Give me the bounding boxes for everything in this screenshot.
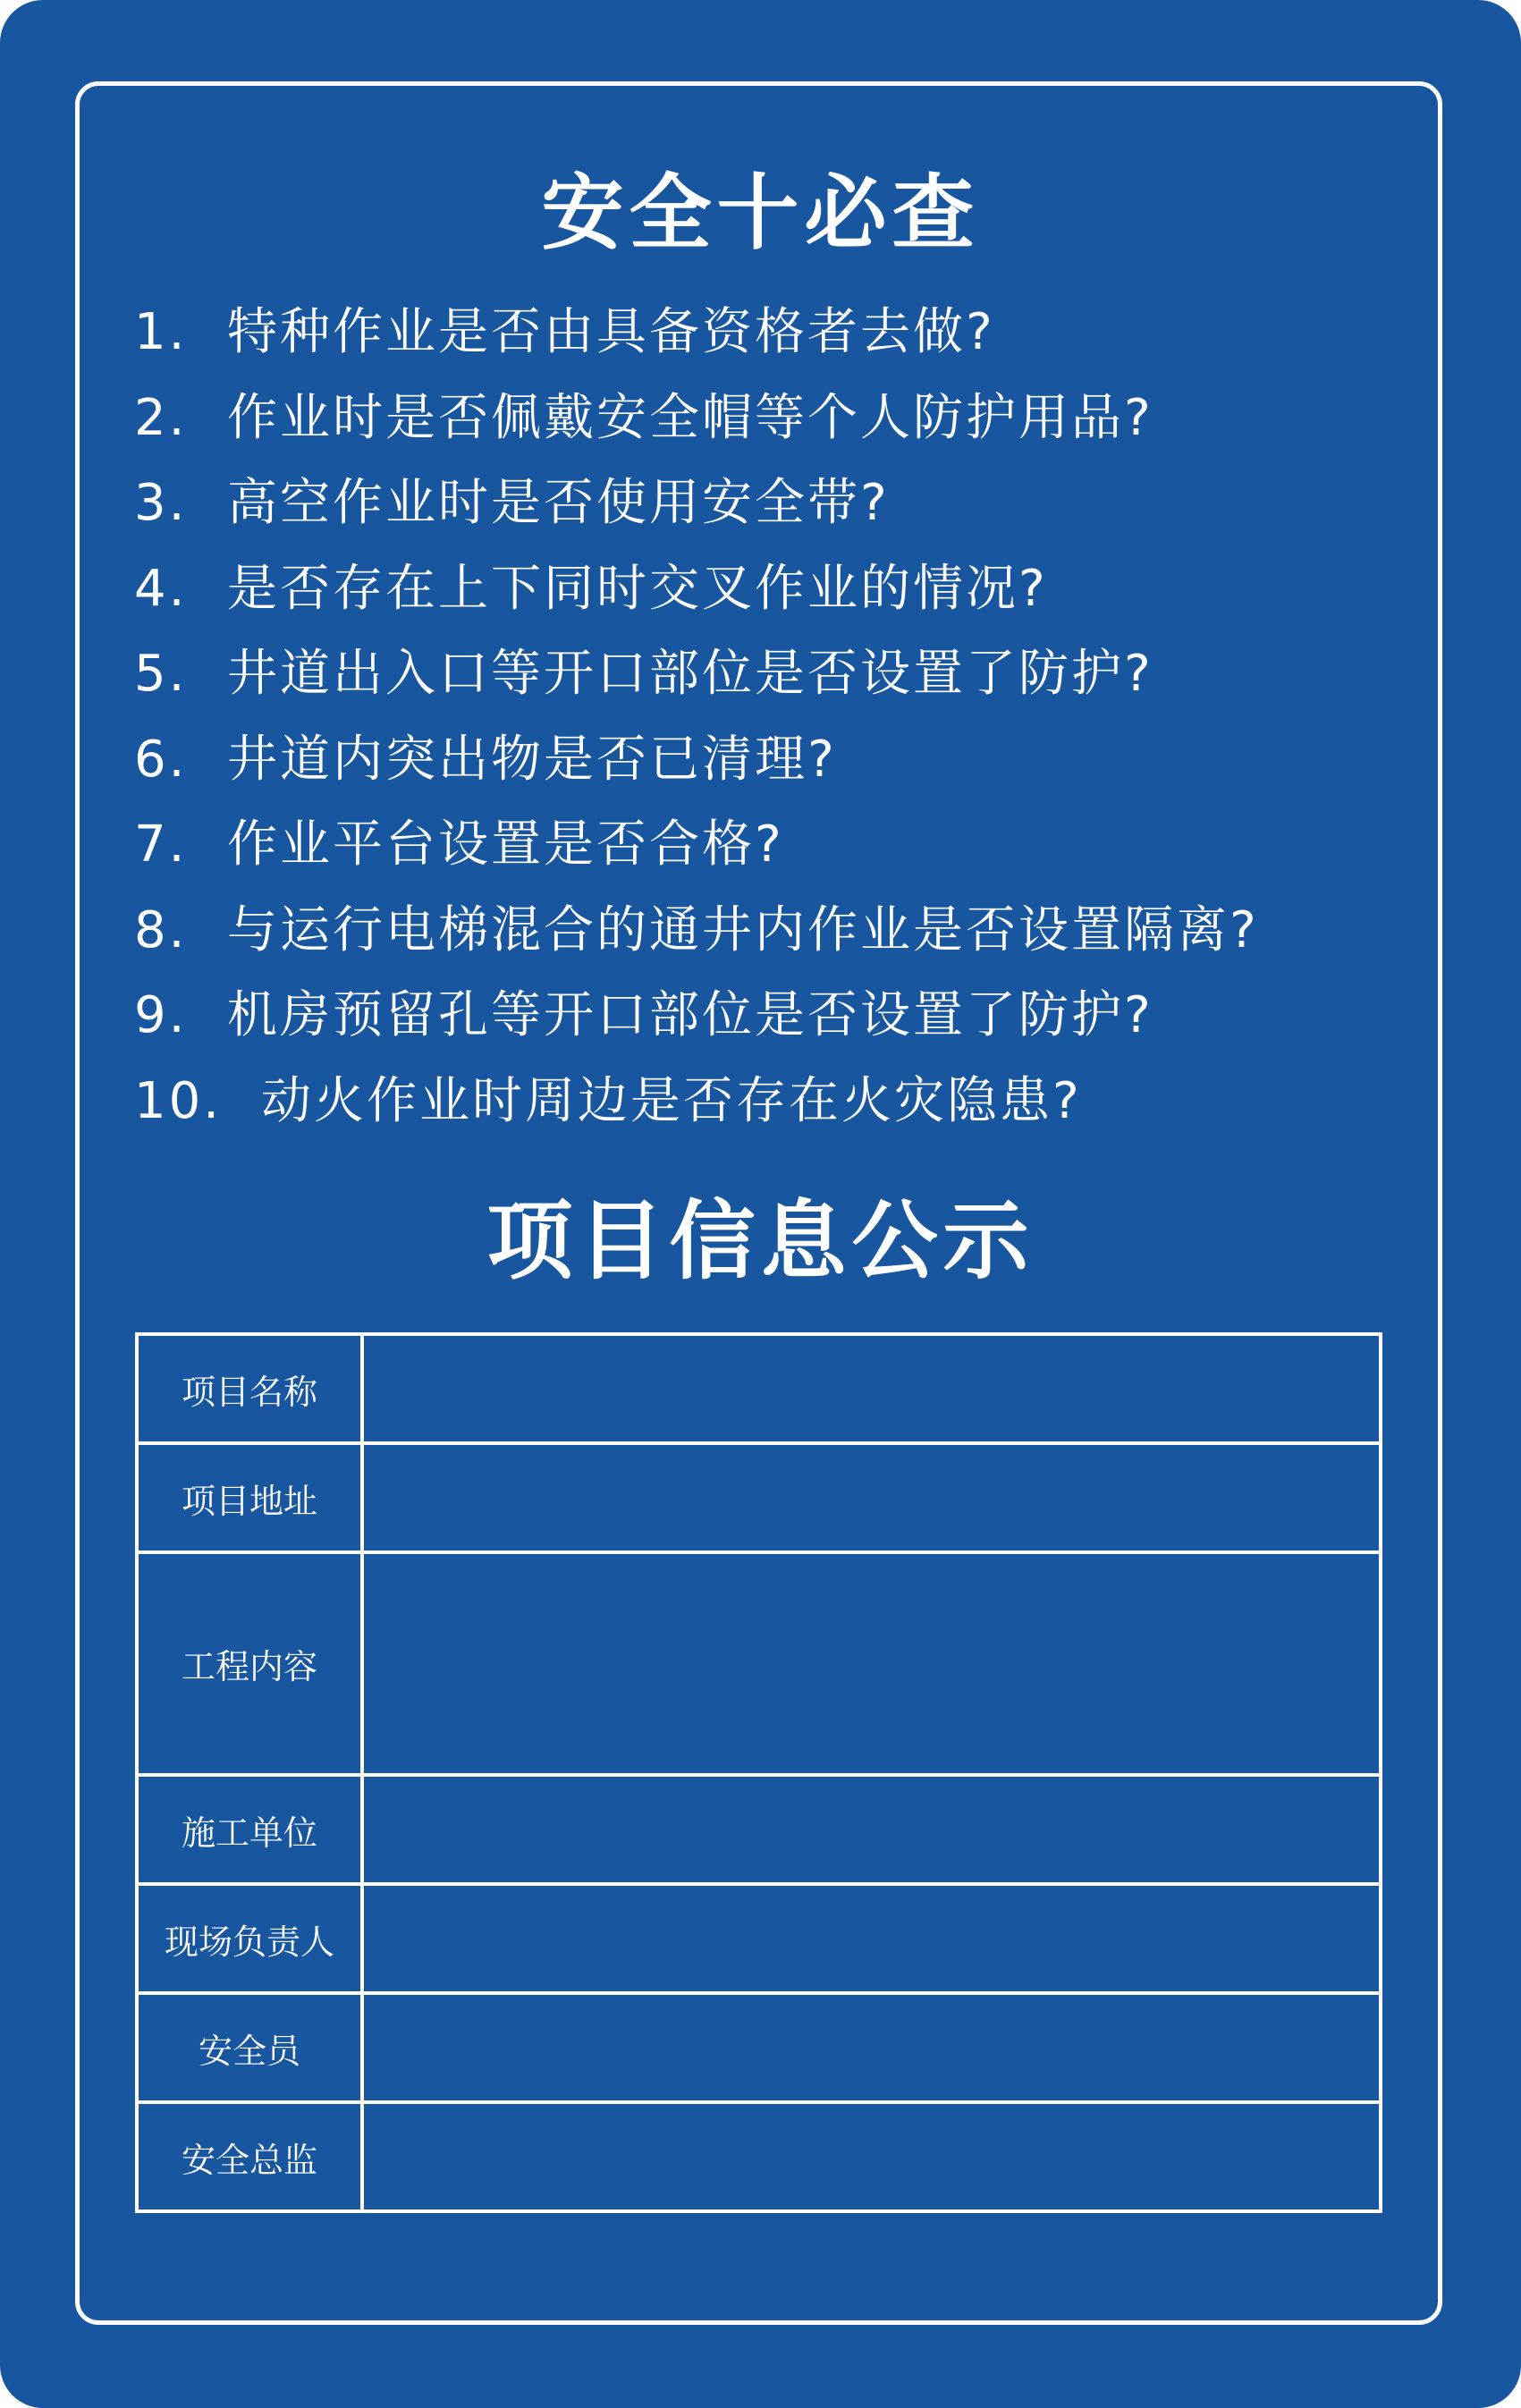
check-number: 4. xyxy=(134,559,188,618)
check-item xyxy=(134,471,1404,557)
table-row xyxy=(137,1775,1381,1884)
check-item xyxy=(134,813,1404,899)
check-text: 是否存在上下同时交叉作业的情况? xyxy=(227,559,1048,618)
row-label: 安全总监 xyxy=(137,2102,362,2211)
check-item xyxy=(134,728,1404,814)
table-row xyxy=(137,1552,1381,1775)
row-label: 施工单位 xyxy=(137,1775,362,1884)
check-item xyxy=(134,642,1404,728)
row-label: 工程内容 xyxy=(137,1552,362,1775)
row-value xyxy=(362,1334,1381,1443)
row-value xyxy=(362,1443,1381,1552)
row-value xyxy=(362,1775,1381,1884)
check-item xyxy=(134,899,1404,984)
info-title: 项目信息公示 xyxy=(486,1190,1035,1291)
row-value xyxy=(362,1884,1381,1993)
row-label: 现场负责人 xyxy=(137,1884,362,1993)
row-label: 项目名称 xyxy=(137,1334,362,1443)
check-text: 作业时是否佩戴安全帽等个人防护用品? xyxy=(227,388,1153,447)
check-item xyxy=(134,557,1404,643)
check-number: 7. xyxy=(134,815,188,874)
check-text: 特种作业是否由具备资格者去做? xyxy=(227,303,995,361)
project-info-table xyxy=(135,1332,1382,2213)
safety-check-list xyxy=(134,300,1404,1154)
row-value xyxy=(362,1993,1381,2102)
table-row xyxy=(137,1993,1381,2102)
check-text: 机房预留孔等开口部位是否设置了防护? xyxy=(227,986,1153,1044)
check-number: 5. xyxy=(134,645,188,703)
check-number: 8. xyxy=(134,900,188,959)
check-text: 动火作业时周边是否存在火灾隐患? xyxy=(261,1071,1082,1130)
check-number: 1. xyxy=(134,303,188,361)
check-text: 井道出入口等开口部位是否设置了防护? xyxy=(227,645,1153,703)
row-value xyxy=(362,2102,1381,2211)
row-label: 项目地址 xyxy=(137,1443,362,1552)
table-row xyxy=(137,2102,1381,2211)
row-value xyxy=(362,1552,1381,1775)
check-number: 2. xyxy=(134,388,188,447)
table-row xyxy=(137,1443,1381,1552)
check-number: 3. xyxy=(134,474,188,532)
check-item xyxy=(134,1069,1404,1155)
check-text: 与运行电梯混合的通井内作业是否设置隔离? xyxy=(227,900,1259,959)
check-text: 作业平台设置是否合格? xyxy=(227,815,784,874)
checks-title: 安全十必查 xyxy=(541,165,980,261)
check-number: 6. xyxy=(134,730,188,789)
table-row xyxy=(137,1334,1381,1443)
check-item xyxy=(134,300,1404,386)
check-text: 高空作业时是否使用安全带? xyxy=(227,474,890,532)
table-row xyxy=(137,1884,1381,1993)
check-item xyxy=(134,984,1404,1069)
check-number: 9. xyxy=(134,986,188,1044)
check-item xyxy=(134,386,1404,472)
row-label: 安全员 xyxy=(137,1993,362,2102)
check-number: 10. xyxy=(134,1071,223,1130)
check-text: 井道内突出物是否已清理? xyxy=(227,730,837,789)
